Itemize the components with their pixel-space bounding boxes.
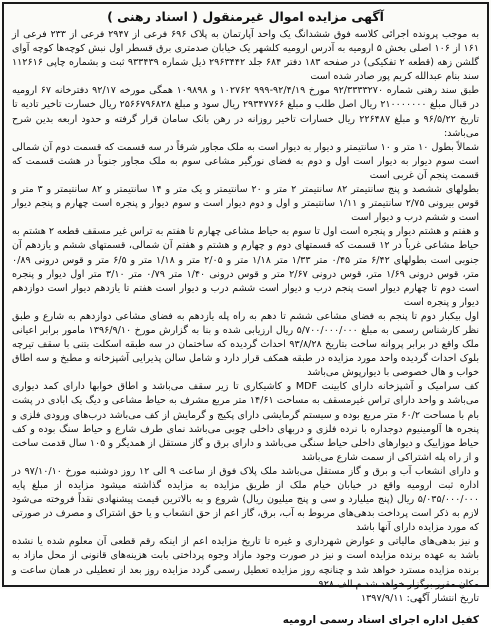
notice-paragraph: طبق سند رهنی شماره ۹۲/۳۳۳۳۲۷۰ مورخ ۹۲/۴/۱۹-۹۹۹ ۱۰۲۷۶۲ و ۱۰۹۸۹۸ همگی مورخه ۹۲/۱۷ دفترخانه ۶۷ ارومیه در قبال مبلغ ۲۱۰۰۰۰۰۰۰ ریال اصل طلب و مبلغ ۲۹۳۴۷۷۶۶ ریال سود و مبلغ ۲۵۶۶۷۹۶۸۲۸ ریال خسارت تاخیر تادیه تا تاریخ ۹۶/۵/۲۲ و مبلغ ۲۲۶۴۸۷ ریال خسارات تاخیر روزانه در رهن بانک سامان قرار گرفته و حدود اربعه بدین شرح می‌باشد: [12,85,479,139]
publication-date: تاریخ انتشار آگهی: ۱۳۹۷/۹/۱۱ [360,592,479,604]
notice-footer [6,614,485,626]
notice-paragraph: کف سرامیک و آشپزخانه دارای کابینت MDF و کاشیکاری تا زیر سقف می‌باشد و اطاق خوابها دارای کمد دیواری می‌باشد و واحد دارای تراس غیرمسقف به مساحت ۱۴/۶۱ متر مربع مشرف به حیاط مشاعی و دیگ یک ابادی در پشت بام با مساحت ۶۰/۲ متر مربع بوده و سیستم گرمایشی دارای پکیج و گرمایش از کف می‌باشد درب‌های ورودی فلزی و پنجره ها آلومینیوم دوجداره با نرده فلزی و دربهای داخلی چوبی می‌باشد نمای طرف شارع و حیاط سنگ بوده و کف حیاط موزاییک و دیوارهای داخلی حیاط سنگی می‌باشد و دارای برق و گاز مستقل از همدیگر و ۱۰۵ سال قدمت ساخت و از راه پله اشتراکی از سمت شارع می‌باشد [12,381,480,463]
notice-paragraph: به موجب پرونده اجرائی کلاسه فوق ششدانگ یک واحد آپارتمان به پلاک ۶۹۶ فرعی از ۲۹۴۷ فرعی از ۲۳۳ فرعی از ۱۶۱ از ۱۰۶ اصلی بخش ۵ ارومیه به آدرس ارومیه کلشهر یک خیابان صدمتری برق قسطر اول نبش کوچه‌ها کوچه آوای گلشن زهه (قطعه ۲ تفکیکی) در صفحه ۱۸۳ دفتر ۶۸۴ جلد ۲۹۶۳۴۴۲ ذیل شماره ۹۳۳۴۳۹ ثبت و بشماره چاپی ۱۱۲۶۱۶ سند بنام عبدالله کریم پور صادر شده است [12,29,479,83]
notice-paragraph: بطولهای ششصد و پنج سانتیمتر ۸۲ سانتیمتر ۲ متر و ۲۰ سانتیمتر و یک متر و ۱۴ سانتیمتر و ۸۲ سانتیمتر و ۳ متر و قوس بیرونی ۲/۷۵ سانتیمتر و ۱/۱۱ سانتیمتر و اول و دوم دیوار است و سوم دیوار و پنجره است چهارم و پنجم دیوار است و ششم درب و دیوار است [12,184,480,224]
signature-line: کفیل اداره اجرای اسناد رسمی ارومیه [282,613,479,626]
notice-paragraph: و نیز بدهی‌های مالیاتی و عوارض شهرداری و غیره تا تاریخ مزایده اعم از اینکه رقم قطعی آن معلوم شده یا نشده باشد به عهده برنده مزایده است و نیز در صورت وجود مازاد وجوه پرداختی بابت هزینه‌های قانونی از محل مازاد به برنده مزایده مسترد خواهد شد و چنانچه روز مزایده تعطیل رسمی گردد مزایده روز بعد از تعطیلی در همان ساعت و مکان مقرر برگزار خواهد شد م الف ۹۲۸ [12,536,479,590]
notice-paragraph: و دارای انشعاب آب و برق و گاز مستقل می‌باشد ملک پلاک فوق از ساعت ۹ الی ۱۲ روز دوشنبه مورخ ۹۷/۱۰/۱۰ در اداره ثبت ارومیه واقع در خیابان خیام ملک از طریق مزایده به مزایده گذاشته میشود مزایده از مبلغ پایه ۵/۰۳۵/۰۰۰/۰۰۰ ریال (پنج میلیارد و سی و پنج میلیون ریال) شروع و به بالاترین قیمت پیشنهادی نقداً فروخته می‌شود لازم به ذکر است پرداخت بدهی‌های مربوط به آب، برق، گاز اعم از حق انشعاب و یا حق اشتراک و مصرف در صورتی که مورد مزایده دارای آنها باشد [12,465,479,534]
notice-body [6,28,485,606]
notice-title: آگهی مزایده اموال غیرمنقول ( اسناد رهنی ) [107,9,384,24]
notice-paragraph: و هفتم و هشتم دیوار و پنجره است اول تا سوم به حیاط مشاعی چهارم تا هفتم به تراس غیر مسقف قطعه ۲ هشتم به حیاط مشاعی غرباً در ۱۲ قسمت که قسمتهای دوم و چهارم و هشتم و هفتم آن شمالی، قسمتهای ششم و یازدهم آن جنوبی است بطولهای ۶/۴۲ متر ۰/۴۵ متر ۱/۳۳ متر ۱/۱۸ متر و ۲/۰۵ متر و ۱/۱۸ متر و ۶/۵ متر و قوس درونی ۰/۸۹ متر، قوس درونی ۱/۶۹ متر، قوس درونی ۲/۶۷ متر و قوس درونی ۱/۴۰ متر ۰/۷۹ متر ۳/۱۰ متر اول دیوار و پنجره است دوم تا چهارم دیوار است پنجم درب و دیوار است ششم درب و دیوار است هفتم تا یازدهم دیوار است دوازدهم دیوار و پنجره است [12,226,480,308]
notice-paragraph: اول بیکبار دوم تا پنجم به فضای مشاعی ششم تا دهم به راه پله یازدهم به فضای مشاعی دوازدهم به شارع و طبق نظر کارشناس رسمی به مبلغ ۵/۷۰۰/۰۰۰/۰۰۰ ریال ارزیابی شده و بنا به گزارش مورخ ۱۳۹۶/۹/۱۰ مامور برابر اعیانی ملک واقع در برابر پروانه ساخت بتاریخ ۹۳/۸/۲۸ احداث گردیده که ساختمان در سه طبقه اسکلت بتنی با سقف تیرچه بلوک احداث گردیده واحد مورد مزایده در طبقه همکف قرار دارد و شامل سالن پذیرایی آشپزخانه و مطبخ و سه اطاق خواب و هال خصوصی با دیوارپوش می‌باشد [12,310,480,379]
notice-paragraph: شمالاً بطول ۱۰ متر و ۱۰ سانتیمتر و دیوار به دیوار است به ملک مجاور شرقاً در سه قسمت که قسمت دوم آن شمالی است سوم دیوار به دیوار است اول و دوم به فضای نورگیر مشاعی سوم به ملک مجاور جنوباً در هشت قسمت که قسمت پنجم آن غربی است [12,141,480,181]
